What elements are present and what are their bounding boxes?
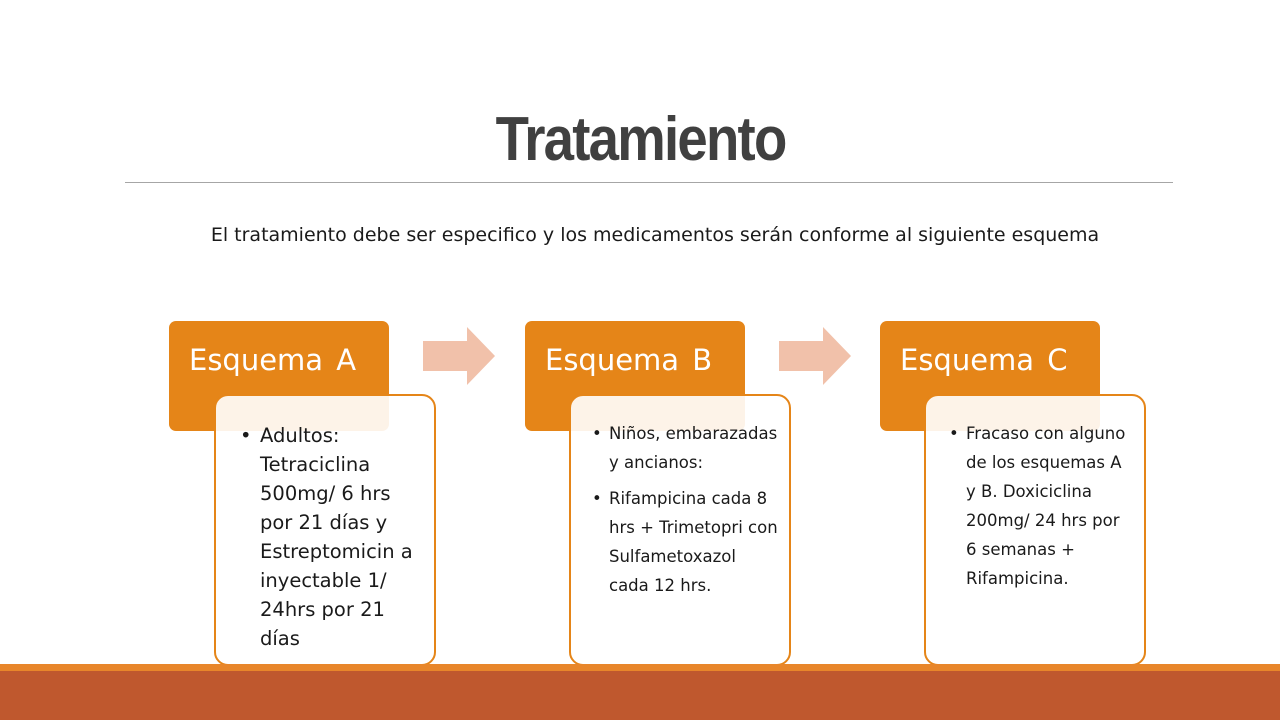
footer-band [0, 671, 1280, 720]
scheme-a-list [216, 396, 434, 653]
scheme-c-label: Esquema C [900, 343, 1068, 377]
title-divider [125, 182, 1173, 183]
scheme-c-bullet: • Fracaso con alguno de los esquemas A y B. Doxiciclina 200mg/ 24 hrs por 6 semanas + Rifampicina. [966, 419, 1134, 593]
scheme-b-bullet: • Niños, embarazadas y ancianos: [609, 419, 779, 477]
scheme-a-details [214, 394, 436, 666]
right-arrow-icon [779, 327, 851, 385]
scheme-a-bullet: • Adultos: Tetraciclina 500mg/ 6 hrs por 21 días y Estreptomicin a inyectable 1/ 24hrs por 21 días [260, 421, 424, 653]
scheme-b-list [571, 396, 789, 600]
slide-title: Tratamiento [495, 105, 786, 174]
right-arrow-icon [423, 327, 495, 385]
scheme-b-bullet: • Rifampicina cada 8 hrs + Trimetopri con Sulfametoxazol cada 12 hrs. [609, 484, 779, 600]
scheme-c-details [924, 394, 1146, 666]
scheme-c-list [926, 396, 1144, 593]
scheme-b-details [569, 394, 791, 666]
slide-subtitle: El tratamiento debe ser especifico y los medicamentos serán conforme al siguiente esquema [210, 224, 1100, 246]
scheme-b-label: Esquema B [545, 343, 713, 377]
scheme-a-label: Esquema A [189, 343, 357, 377]
footer-accent-band [0, 664, 1280, 671]
